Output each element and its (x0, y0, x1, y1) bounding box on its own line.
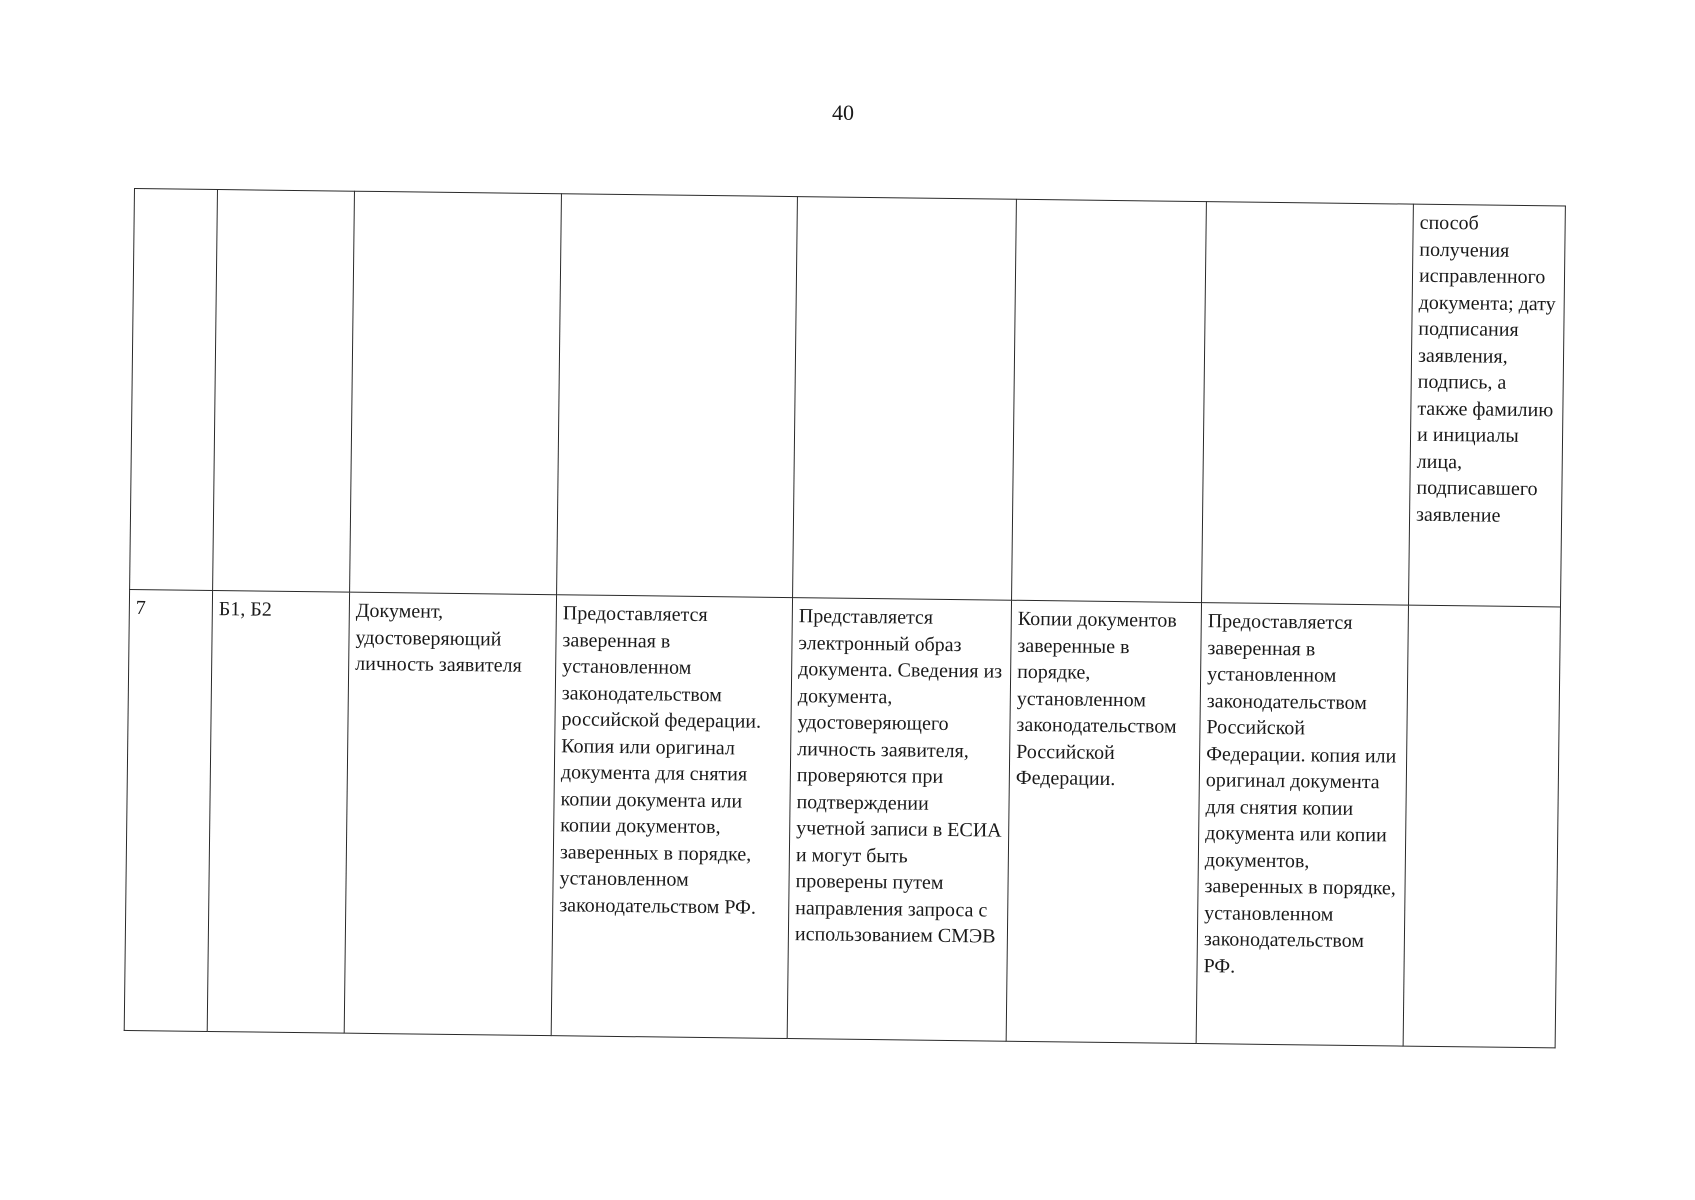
table-cell: Копии документов заверенные в порядке, установленном законодательством Российской Федерации. (1006, 600, 1201, 1043)
code-cell: Б1, Б2 (207, 590, 349, 1033)
document-name-cell: Документ, удостоверяющий личность заявителя (344, 592, 556, 1035)
page-number: 40 (832, 100, 854, 125)
table-row-7 (124, 589, 1560, 1047)
table-cell (213, 190, 355, 593)
table-cell (1012, 199, 1207, 602)
table-cell-requirements: способ получения исправленного документа; дату подписания заявления, подпись, а также фамилию и инициалы лица, подписавшего заявление (1408, 204, 1565, 607)
table-cell: Предоставляется заверенная в установленном законодательством российской федерации. Копия или оригинал документа для снятия копии документа или копии документов, заверенных в порядке, установленном законодательством РФ. (551, 595, 792, 1039)
table-row-continuation (130, 189, 1566, 607)
table-cell (793, 197, 1017, 601)
table-cell (130, 189, 218, 591)
table-cell (350, 191, 562, 594)
requirements-table (124, 188, 1566, 1048)
table-cell (557, 194, 798, 598)
table-cell: Предоставляется заверенная в установленном законодательством Российской Федерации. копия или оригинал документа для снятия копии документа или копии документов, заверенных в порядке, установленном законодательством РФ. (1196, 603, 1408, 1046)
table-cell (1202, 202, 1414, 605)
table-cell: Представляется электронный образ документа. Сведения из документа, удостоверяющего личность заявителя, проверяются при подтверждении учетной записи в ЕСИА и могут быть проверены путем направления запроса с использованием СМЭВ (787, 598, 1011, 1042)
row-number-cell: 7 (124, 589, 212, 1031)
table-cell (1403, 605, 1560, 1048)
